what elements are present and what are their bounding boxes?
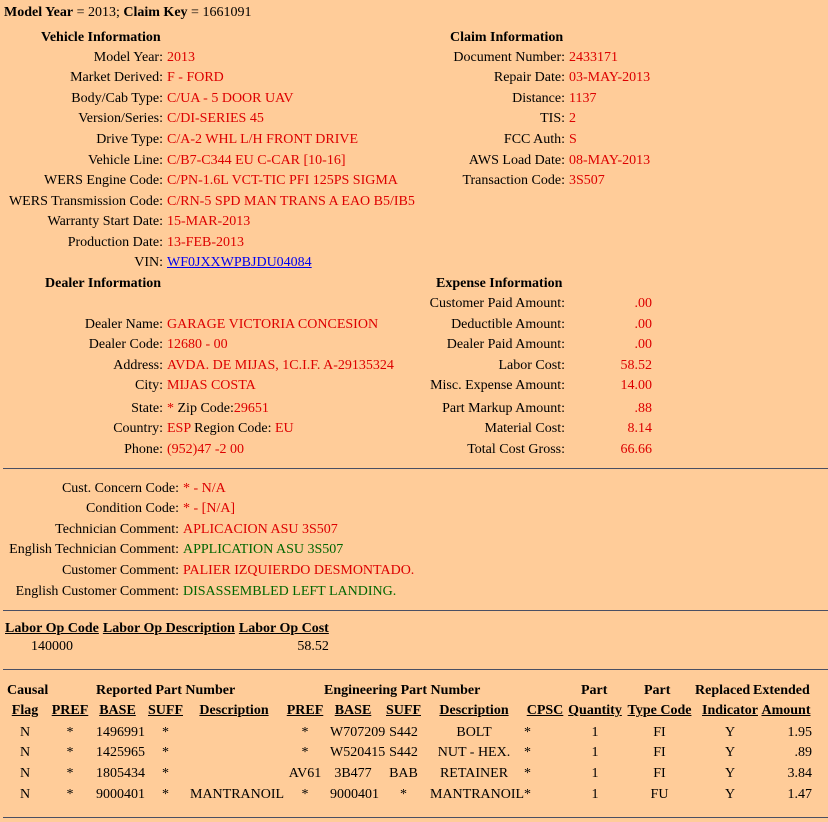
vehicle-field-value: C/UA - 5 DOOR UAV bbox=[167, 91, 294, 106]
expense-field-value: 66.66 bbox=[620, 442, 652, 457]
parts-cell: BOLT bbox=[456, 725, 492, 740]
parts-cell: N bbox=[19, 787, 31, 802]
parts-cell: MANTRANOIL bbox=[190, 787, 285, 802]
parts-column-header bbox=[694, 703, 766, 719]
vehicle-field-label: Warranty Start Date: bbox=[47, 214, 163, 229]
dealer-state-zip bbox=[167, 401, 269, 417]
expense-field-value: .88 bbox=[634, 401, 652, 416]
comment-label: Technician Comment: bbox=[55, 522, 179, 537]
parts-column-header-text: Flag bbox=[11, 703, 39, 718]
dealer-state-value: * bbox=[167, 401, 174, 416]
claim-field-label: FCC Auth: bbox=[503, 132, 565, 147]
part-quantity-group-header: Part bbox=[581, 683, 608, 698]
claim-field-value: S bbox=[569, 132, 577, 147]
parts-column-header bbox=[383, 703, 424, 719]
labor-op-description bbox=[101, 638, 237, 656]
comment-value: * - N/A bbox=[183, 481, 226, 496]
labor-row bbox=[3, 638, 331, 656]
divider bbox=[3, 610, 828, 611]
comment-value: * - [N/A] bbox=[183, 501, 236, 516]
parts-column-header bbox=[430, 703, 518, 719]
comment-value: PALIER IZQUIERDO DESMONTADO. bbox=[183, 563, 415, 578]
expense-field-value: .00 bbox=[634, 317, 652, 332]
dealer-state-label: State: bbox=[131, 401, 163, 416]
vehicle-field-label: Vehicle Line: bbox=[87, 153, 163, 168]
expense-field-value: 58.52 bbox=[620, 358, 652, 373]
parts-column-header bbox=[96, 703, 139, 719]
parts-cell: N bbox=[19, 766, 31, 781]
parts-column-header bbox=[626, 703, 693, 719]
dealer-region-value: EU bbox=[275, 421, 294, 436]
expense-field-value: 14.00 bbox=[620, 378, 652, 393]
parts-cell: .89 bbox=[794, 745, 812, 760]
vehicle-field-label: WERS Engine Code: bbox=[44, 173, 163, 188]
parts-cell: NUT - HEX. bbox=[437, 745, 511, 760]
extended-group-header: Extended bbox=[753, 683, 810, 698]
vehicle-field-value: C/PN-1.6L VCT-TIC PFI 125PS SIGMA bbox=[167, 173, 398, 188]
parts-column-header bbox=[49, 703, 91, 719]
parts-cell: Y bbox=[724, 725, 736, 740]
parts-column-header-text: Indicator bbox=[702, 703, 758, 718]
engineering-part-number-group-header: Engineering Part Number bbox=[324, 683, 481, 698]
divider bbox=[3, 468, 828, 469]
parts-column-header-text: Quantity bbox=[568, 703, 622, 718]
parts-cell: * bbox=[66, 766, 74, 781]
labor-header-row bbox=[3, 620, 331, 638]
parts-cell: FI bbox=[653, 745, 666, 760]
claim-field-value: 2 bbox=[569, 111, 576, 126]
vehicle-field-label: Version/Series: bbox=[78, 111, 163, 126]
parts-column-header bbox=[760, 703, 812, 719]
dealer-phone-value: (952)47 -2 00 bbox=[167, 442, 244, 457]
parts-cell: 1 bbox=[591, 725, 599, 740]
parts-cell: N bbox=[19, 745, 31, 760]
parts-cell: 1496991 bbox=[96, 725, 145, 740]
vin-link[interactable]: WF0JXXWPBJDU04084 bbox=[167, 255, 312, 270]
dealer-name-value: GARAGE VICTORIA CONCESION bbox=[167, 317, 379, 332]
parts-cell: * bbox=[524, 725, 531, 740]
model-year-header-label: Model Year bbox=[4, 5, 74, 20]
claim-field-value: 03-MAY-2013 bbox=[569, 70, 651, 85]
parts-cell: * bbox=[301, 725, 309, 740]
dealer-city-label: City: bbox=[134, 378, 163, 393]
vehicle-field-label: Production Date: bbox=[67, 235, 163, 250]
parts-column-header-text: PREF bbox=[286, 703, 324, 718]
expense-field-value: .00 bbox=[634, 337, 652, 352]
claim-field-label: Repair Date: bbox=[493, 70, 565, 85]
parts-cell: 1425965 bbox=[96, 745, 145, 760]
vehicle-field-value: 13-FEB-2013 bbox=[167, 235, 244, 250]
divider bbox=[3, 817, 828, 818]
expense-field-label: Customer Paid Amount: bbox=[429, 296, 565, 311]
parts-cell: 1 bbox=[591, 745, 599, 760]
parts-cell: AV61 bbox=[288, 766, 322, 781]
parts-cell: 3B477 bbox=[334, 766, 372, 781]
parts-column-header-text: PREF bbox=[51, 703, 89, 718]
parts-column-header bbox=[330, 703, 376, 719]
claim-field-value: 2433171 bbox=[569, 50, 618, 65]
dealer-info-title: Dealer Information bbox=[45, 276, 161, 291]
parts-cell: 9000401 bbox=[96, 787, 145, 802]
claim-field-value: 3S507 bbox=[569, 173, 605, 188]
vehicle-field-value: C/DI-SERIES 45 bbox=[167, 111, 264, 126]
labor-op-cost-header: Labor Op Cost bbox=[238, 621, 329, 636]
comment-value: DISASSEMBLED LEFT LANDING. bbox=[183, 584, 397, 599]
expense-field-label: Misc. Expense Amount: bbox=[430, 378, 565, 393]
vehicle-field-label: Body/Cab Type: bbox=[71, 91, 163, 106]
parts-cell: * bbox=[162, 725, 169, 740]
parts-cell: 1 bbox=[591, 787, 599, 802]
expense-info-title: Expense Information bbox=[436, 276, 563, 291]
parts-cell: 3.84 bbox=[787, 766, 812, 781]
claim-field-label: Document Number: bbox=[453, 50, 565, 65]
dealer-country-label: Country: bbox=[113, 421, 163, 436]
vehicle-field-value: 2013 bbox=[167, 50, 195, 65]
parts-cell: S442 bbox=[389, 745, 418, 760]
labor-op-cost: 58.52 bbox=[297, 639, 329, 654]
parts-cell: FI bbox=[653, 725, 666, 740]
parts-column-header-text: SUFF bbox=[386, 703, 421, 718]
parts-cell: BAB bbox=[389, 766, 418, 781]
model-year-header-value: 2013 bbox=[87, 5, 116, 20]
dealer-country-region bbox=[167, 421, 294, 437]
expense-field-value: 8.14 bbox=[627, 421, 652, 436]
parts-cell: * bbox=[162, 766, 169, 781]
parts-column-header bbox=[7, 703, 43, 719]
dealer-city-value: MIJAS COSTA bbox=[167, 378, 256, 393]
vehicle-field-label: Drive Type: bbox=[96, 132, 163, 147]
claim-field-label: Distance: bbox=[512, 91, 565, 106]
parts-column-header-text: SUFF bbox=[148, 703, 183, 718]
parts-column-header-text: BASE bbox=[99, 703, 136, 718]
dealer-address-label: Address: bbox=[113, 358, 163, 373]
parts-column-header-text: Description bbox=[439, 703, 509, 718]
parts-cell: Y bbox=[724, 745, 736, 760]
parts-cell: * bbox=[162, 787, 169, 802]
parts-cell: FI bbox=[653, 766, 666, 781]
divider bbox=[3, 669, 828, 670]
comment-value: APPLICATION ASU 3S507 bbox=[183, 542, 344, 557]
claim-key-header-value: 1661091 bbox=[202, 5, 252, 20]
comment-label: English Technician Comment: bbox=[9, 542, 179, 557]
expense-field-label: Labor Cost: bbox=[498, 358, 565, 373]
parts-cell: 1 bbox=[591, 766, 599, 781]
vehicle-field-value: C/RN-5 SPD MAN TRANS A EAO B5/IB5 bbox=[167, 194, 415, 209]
parts-column-header-text: Amount bbox=[761, 703, 811, 718]
parts-cell: 1805434 bbox=[96, 766, 145, 781]
expense-field-label: Deductible Amount: bbox=[451, 317, 565, 332]
parts-cell: RETAINER bbox=[439, 766, 509, 781]
claim-info-title: Claim Information bbox=[450, 30, 564, 45]
parts-cell: * bbox=[524, 745, 531, 760]
parts-column-header-text: CPSC bbox=[526, 703, 564, 718]
vehicle-field-value: C/B7-C344 EU C-CAR [10-16] bbox=[167, 153, 346, 168]
comment-label: Condition Code: bbox=[86, 501, 179, 516]
parts-cell: N bbox=[19, 725, 31, 740]
dealer-zip-value: 29651 bbox=[233, 401, 269, 416]
parts-cell: * bbox=[524, 787, 531, 802]
parts-cell: * bbox=[400, 787, 407, 802]
dealer-country-value: ESP bbox=[167, 421, 191, 436]
vehicle-field-label: Market Derived: bbox=[70, 70, 163, 85]
parts-column-header bbox=[284, 703, 326, 719]
expense-field-label: Part Markup Amount: bbox=[442, 401, 565, 416]
expense-field-label: Dealer Paid Amount: bbox=[446, 337, 565, 352]
parts-cell: W707209 bbox=[330, 725, 386, 740]
parts-cell: * bbox=[66, 725, 74, 740]
parts-cell: * bbox=[301, 787, 309, 802]
parts-cell: * bbox=[301, 745, 309, 760]
causal-group-header: Causal bbox=[7, 683, 49, 698]
claim-field-label: TIS: bbox=[540, 111, 565, 126]
dealer-region-label: Region Code: bbox=[194, 421, 272, 436]
claim-header: Model Year = 2013; Claim Key = 1661091 bbox=[4, 5, 252, 20]
parts-cell: 1.47 bbox=[787, 787, 812, 802]
parts-column-header-text: Description bbox=[199, 703, 269, 718]
claim-field-label: AWS Load Date: bbox=[468, 153, 565, 168]
comment-label: English Customer Comment: bbox=[15, 584, 179, 599]
parts-cell: 9000401 bbox=[330, 787, 379, 802]
vehicle-field-label: WERS Transmission Code: bbox=[8, 194, 163, 209]
parts-cell: * bbox=[66, 787, 74, 802]
labor-op-code: 140000 bbox=[30, 639, 73, 654]
reported-part-number-group-header: Reported Part Number bbox=[96, 683, 236, 698]
vin-label: VIN: bbox=[134, 255, 163, 270]
parts-column-header-text: Type Code bbox=[627, 703, 692, 718]
vehicle-info-title: Vehicle Information bbox=[41, 30, 161, 45]
dealer-code-label: Dealer Code: bbox=[88, 337, 163, 352]
vehicle-field-label: Model Year: bbox=[93, 50, 163, 65]
labor-op-code-header: Labor Op Code bbox=[5, 621, 99, 636]
claim-field-value: 1137 bbox=[569, 91, 597, 106]
parts-column-header bbox=[145, 703, 186, 719]
parts-cell: S442 bbox=[389, 725, 418, 740]
expense-field-label: Total Cost Gross: bbox=[467, 442, 565, 457]
labor-table bbox=[3, 620, 331, 656]
parts-cell: W520415 bbox=[330, 745, 386, 760]
dealer-phone-label: Phone: bbox=[124, 442, 163, 457]
labor-op-description-header: Labor Op Description bbox=[102, 621, 235, 636]
dealer-zip-label: Zip Code: bbox=[177, 401, 234, 416]
comment-label: Cust. Concern Code: bbox=[61, 481, 179, 496]
parts-cell: * bbox=[524, 766, 531, 781]
claim-field-label: Transaction Code: bbox=[462, 173, 565, 188]
comment-label: Customer Comment: bbox=[61, 563, 179, 578]
expense-field-value: .00 bbox=[634, 296, 652, 311]
replaced-group-header: Replaced bbox=[695, 683, 751, 698]
parts-cell: * bbox=[66, 745, 74, 760]
parts-column-header bbox=[524, 703, 566, 719]
parts-cell: MANTRANOIL bbox=[430, 787, 525, 802]
vehicle-field-value: F - FORD bbox=[167, 70, 224, 85]
dealer-code-value: 12680 - 00 bbox=[167, 337, 228, 352]
dealer-name-label: Dealer Name: bbox=[84, 317, 163, 332]
parts-column-header bbox=[190, 703, 278, 719]
dealer-address-value: AVDA. DE MIJAS, 1C.I.F. A-29135324 bbox=[167, 358, 394, 373]
parts-cell: Y bbox=[724, 787, 736, 802]
vehicle-field-value: 15-MAR-2013 bbox=[167, 214, 251, 229]
parts-cell: 1.95 bbox=[787, 725, 812, 740]
parts-column-header-text: BASE bbox=[334, 703, 372, 718]
parts-cell: Y bbox=[724, 766, 736, 781]
parts-column-header bbox=[566, 703, 624, 719]
claim-key-header-label: Claim Key bbox=[123, 5, 188, 20]
claim-field-value: 08-MAY-2013 bbox=[569, 153, 651, 168]
comment-value: APLICACION ASU 3S507 bbox=[183, 522, 338, 537]
parts-cell: FU bbox=[650, 787, 669, 802]
part-type-group-header: Part bbox=[644, 683, 671, 698]
expense-field-label: Material Cost: bbox=[484, 421, 565, 436]
parts-cell: * bbox=[162, 745, 169, 760]
vehicle-field-value: C/A-2 WHL L/H FRONT DRIVE bbox=[167, 132, 359, 147]
